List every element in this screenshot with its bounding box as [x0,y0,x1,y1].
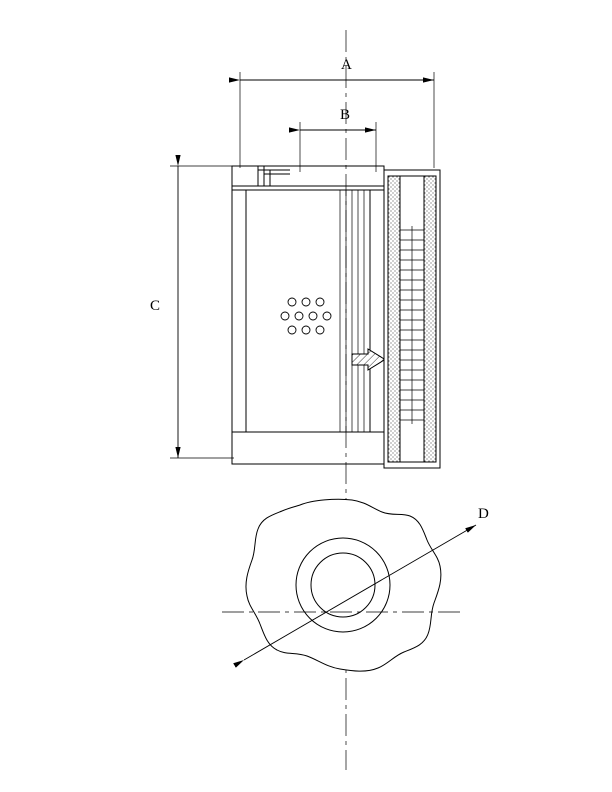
dimension-label-D: D [478,506,489,522]
dimension-label-A: A [341,57,352,73]
dimension-A [240,72,434,168]
dimension-B [300,122,376,172]
dimension-label-C: C [150,298,161,314]
dimension-label-B: B [340,107,351,123]
filter-body-outline [232,166,384,464]
top-plan-view [222,499,476,671]
center-bore [296,538,390,632]
dimension-C [170,166,234,458]
side-elevation-view [170,30,440,770]
